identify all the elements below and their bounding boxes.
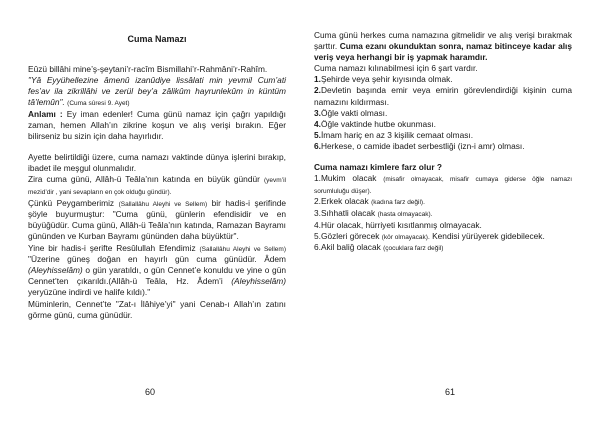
condition-text: Öğle vaktinde hutbe okunması. xyxy=(320,118,436,129)
condition-text: Öğle vakti olması. xyxy=(320,107,388,118)
obligation-note: (kör olmayacak). xyxy=(381,233,430,241)
right-page xyxy=(300,0,600,423)
hadis-paragraph-2 xyxy=(28,243,286,299)
right-page-content xyxy=(314,30,572,254)
adem-note: (Aleyhisselâm) xyxy=(231,276,286,287)
meaning-label: Anlamı : xyxy=(28,108,63,119)
closing-paragraph: Müminlerin, Cennet’te "Zat-ı İlâhiye’yi" yani Cenab-ı Allah’ın zatını görme günü, cuma günüdür. xyxy=(28,298,286,320)
section-heading: Cuma namazı kimlere farz olur ? xyxy=(314,162,442,173)
condition-number: 2. xyxy=(314,85,321,96)
spacer xyxy=(314,152,572,162)
condition-text: Şehirde veya şehir kıyısında olmak. xyxy=(320,74,453,85)
condition-text: Devletin başında emir veya emirin görevlendirdiği kişinin cuma namazını kıldırması. xyxy=(314,85,572,107)
obligation-item xyxy=(314,242,572,254)
hadis2-text-end: yeryüzüne indirdi ve halife kıldı)." xyxy=(28,287,151,298)
obligations-list xyxy=(314,173,572,254)
obligation-bold-text: Cuma ezanı okunduktan sonra, namaz bitinceye kadar alış veriş veya herhangi bir iş yapmak haramdır. xyxy=(314,41,572,63)
hadis2-lead: Yine bir hadis-i şerifte Resûlullah Efendimiz xyxy=(28,242,196,253)
obligation-main: 6.Akil baliğ olacak xyxy=(314,242,381,253)
obligation-item xyxy=(314,208,572,220)
obligation-item xyxy=(314,231,572,243)
spacer xyxy=(28,142,286,152)
page-number: 61 xyxy=(444,387,455,397)
zira-paragraph xyxy=(28,174,286,197)
obligation-main: 2.Erkek olacak xyxy=(314,196,369,207)
page-number: 60 xyxy=(144,387,155,397)
obligation-text: Cuma günü herkes cuma namazına gitmelidir ve alış verişi bırakmak şarttır. xyxy=(314,30,572,52)
conditions-intro: Cuma namazı kılınabilmesi için 6 şart vardır. xyxy=(314,63,478,74)
condition-number: 1. xyxy=(314,74,321,85)
obligation-note: (çocuklara farz değil) xyxy=(383,245,444,253)
meaning-paragraph xyxy=(28,109,286,142)
obligation-tail: Kendisi yürüyerek gidebilecek. xyxy=(432,230,545,241)
condition-number: 6. xyxy=(314,140,321,151)
obligation-note: (misafir olmayacak, misafir cumaya giderse öğle namazı sorumluluğu düşer). xyxy=(314,176,572,195)
condition-item xyxy=(314,130,572,141)
obligation-main: 4.Hür olacak, hürriyeti kısıtlanmış olmayacak. xyxy=(314,219,482,230)
adem-note: (Aleyhisselâm) xyxy=(28,265,83,276)
condition-item xyxy=(314,141,572,152)
page-title: Cuma Namazı xyxy=(127,34,187,44)
left-page-content xyxy=(28,26,286,321)
zira-note: (yevm’il mezid’dir , yani sevapların en çok olduğu gündür). xyxy=(28,177,286,196)
obligation-note: (kadına farz değil). xyxy=(371,199,425,207)
salawat-note: (Sallallâhu Aleyhi ve Sellem) xyxy=(118,200,208,208)
intro-paragraph: Ayette belirtildiği üzere, cuma namazı vaktinde dünya işlerini bırakıp, ibadet ile meşgul olunmalıdır. xyxy=(28,152,286,174)
obligation-item xyxy=(314,173,572,196)
condition-number: 3. xyxy=(314,107,321,118)
condition-number: 4. xyxy=(314,118,321,129)
obligation-main: 5.Gözleri görecek xyxy=(314,230,380,241)
condition-text: Herkese, o camide ibadet serbestliği (izn-i amr) olması. xyxy=(320,140,525,151)
conditions-list xyxy=(314,74,572,152)
condition-item xyxy=(314,85,572,107)
hadis2-text-cont: o gün yaratıldı, o gün Cennet’e konuldu ve yine o gün Cennet’ten çıkarıldı.(Allâh-ü Teâla, Hz. Âdem’i xyxy=(28,265,286,287)
meaning-text: Ey iman edenler! Cuma günü namaz için çağrı yapıldığı zaman, hemen Allah’ın zikrine koşun ve alış verişi bırakın. Eğer bilirseniz bu sizin için daha hayırlıdır. xyxy=(28,108,286,142)
zira-text: Zira cuma günü, Allâh-ü Teâla’nın katında en büyük gündür xyxy=(28,174,260,185)
condition-item xyxy=(314,108,572,119)
condition-text: İmam hariç en az 3 kişilik cemaat olması. xyxy=(320,129,474,140)
friday-obligation-paragraph xyxy=(314,30,572,63)
hadis1-text: bir hadis-i şerifinde şöyle buyurmuştur: "Cuma günü, günlerin efendisidir ve en büyüğüdür. Cuma günü, Allâh-ü Teâla’nın katında, Ramazan Bayramı gününden ve Kurban Bayramı gününden daha büyüktür". xyxy=(28,197,287,242)
hadis2-text: "Üzerine güneş doğan en hayırlı gün cuma günüdür. Âdem xyxy=(28,254,286,265)
obligation-main: 3.Sıhhatli olacak xyxy=(314,208,376,219)
basmala-line: Eûzü billâhi mine’ş-şeytani’r-racîm Bismillahi’r-Rahmâni’r-Rahîm. xyxy=(28,63,268,74)
condition-item xyxy=(314,74,572,85)
salawat-note: (Sallallâhu Aleyhi ve Sellem) xyxy=(199,245,286,253)
obligation-note: (hasta olmayacak). xyxy=(377,211,433,219)
obligation-item xyxy=(314,196,572,208)
hadis-paragraph-1 xyxy=(28,198,286,243)
condition-number: 5. xyxy=(314,129,321,140)
obligation-item xyxy=(314,220,572,231)
verse-paragraph xyxy=(28,75,286,109)
condition-item xyxy=(314,119,572,130)
obligation-main: 1.Mukim olacak xyxy=(314,173,377,184)
verse-reference: (Cuma sûresi 9. Ayet) xyxy=(67,100,130,108)
verse-text: "Yâ Eyyühellezine âmenû izanûdiye lissâlati min yevmil Cum’ati fes’av ila zikrillâhi ve zerül bey’a zâlikûm hayrunlekûm in küntüm tâ’lemûn". xyxy=(28,75,286,108)
hadis1-lead: Çünkü Peygamberimiz xyxy=(28,197,115,208)
